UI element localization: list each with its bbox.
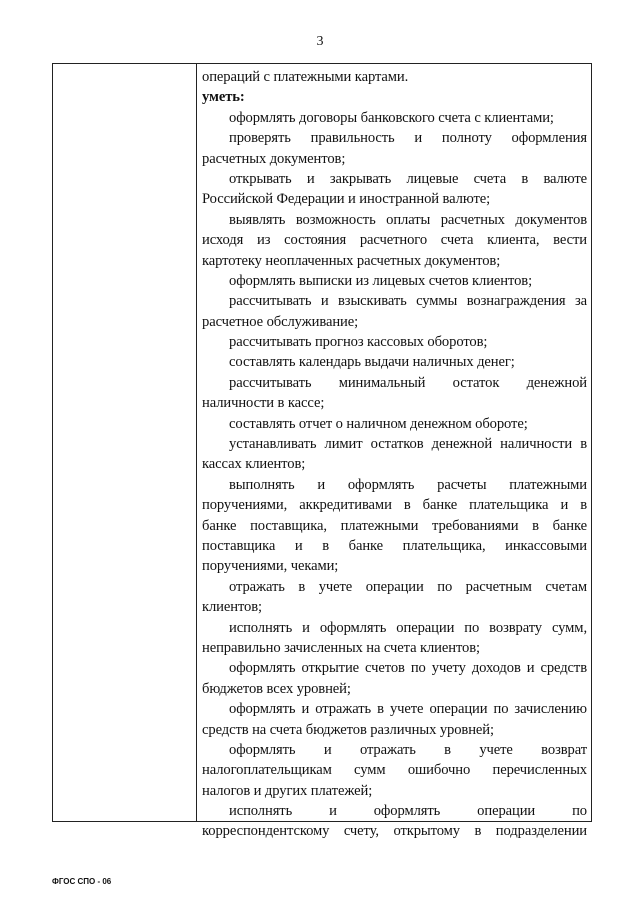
text-line: неправильно зачисленных на счета клиентов; <box>202 639 480 656</box>
text-line: рассчитывать минимальный остаток денежной <box>229 374 587 391</box>
text-line: кассах клиентов; <box>202 456 306 473</box>
text-line: корреспондентскому счету, открытому в подразделении <box>202 823 587 840</box>
text-line: составлять календарь выдачи наличных денег; <box>229 354 515 371</box>
text-line: устанавливать лимит остатков денежной наличности в <box>229 436 587 453</box>
right-column-cell <box>197 64 591 840</box>
section-heading: уметь: <box>202 89 245 106</box>
text-line: составлять отчет о наличном денежном обороте; <box>229 415 528 432</box>
text-line: Российской Федерации и иностранной валюте; <box>202 191 491 208</box>
text-line: операций с платежными картами. <box>202 69 409 85</box>
footer-label: ФГОС СПО - 06 <box>52 877 112 886</box>
text-line: выявлять возможность оплаты расчетных документов <box>229 211 587 228</box>
text-line: картотеку неоплаченных расчетных документов; <box>202 252 501 269</box>
text-line: открывать и закрывать лицевые счета в валюте <box>229 170 587 187</box>
text-line: наличности в кассе; <box>202 395 325 412</box>
text-line: исполнять и оформлять операции по <box>229 803 587 820</box>
text-line: оформлять открытие счетов по учету доходов и средств <box>229 660 587 677</box>
text-line: поручениями, аккредитивами в банке плательщика и в <box>202 497 587 514</box>
text-line: исполнять и оформлять операции по возврату сумм, <box>229 619 587 636</box>
text-line: поручениями, чеками; <box>202 558 339 575</box>
text-line: рассчитывать прогноз кассовых оборотов; <box>229 334 488 351</box>
text-line: расчетных документов; <box>202 150 346 167</box>
content-table <box>52 63 592 840</box>
text-line: рассчитывать и взыскивать суммы вознаграждения за <box>229 293 587 310</box>
text-line: клиентов; <box>202 599 262 616</box>
text-line: оформлять и отражать в учете возврат <box>229 741 587 758</box>
text-line: оформлять договоры банковского счета с клиентами; <box>229 109 554 126</box>
text-line: оформлять выписки из лицевых счетов клиентов; <box>229 272 533 289</box>
text-line: бюджетов всех уровней; <box>202 680 351 697</box>
text-line: средств на счета бюджетов различных уровней; <box>202 721 494 738</box>
text-line: налогов и других платежей; <box>202 782 373 799</box>
text-line: исходя из состояния расчетного счета клиента, вести <box>202 232 587 249</box>
text-line: расчетное обслуживание; <box>202 313 359 330</box>
text-line: выполнять и оформлять расчеты платежными <box>229 476 587 493</box>
text-line: банке поставщика, платежными требованиями в банке <box>202 517 587 534</box>
text-line: налогоплательщикам сумм ошибочно перечисленных <box>202 762 587 779</box>
text-line: проверять правильность и полноту оформления <box>229 130 587 147</box>
left-column-cell <box>53 64 197 821</box>
text-line: оформлять и отражать в учете операции по зачислению <box>229 701 587 718</box>
page-number: 3 <box>316 34 324 49</box>
text-line: отражать в учете операции по расчетным счетам <box>229 578 587 595</box>
text-line: поставщика и в банке плательщика, инкассовыми <box>202 537 587 554</box>
